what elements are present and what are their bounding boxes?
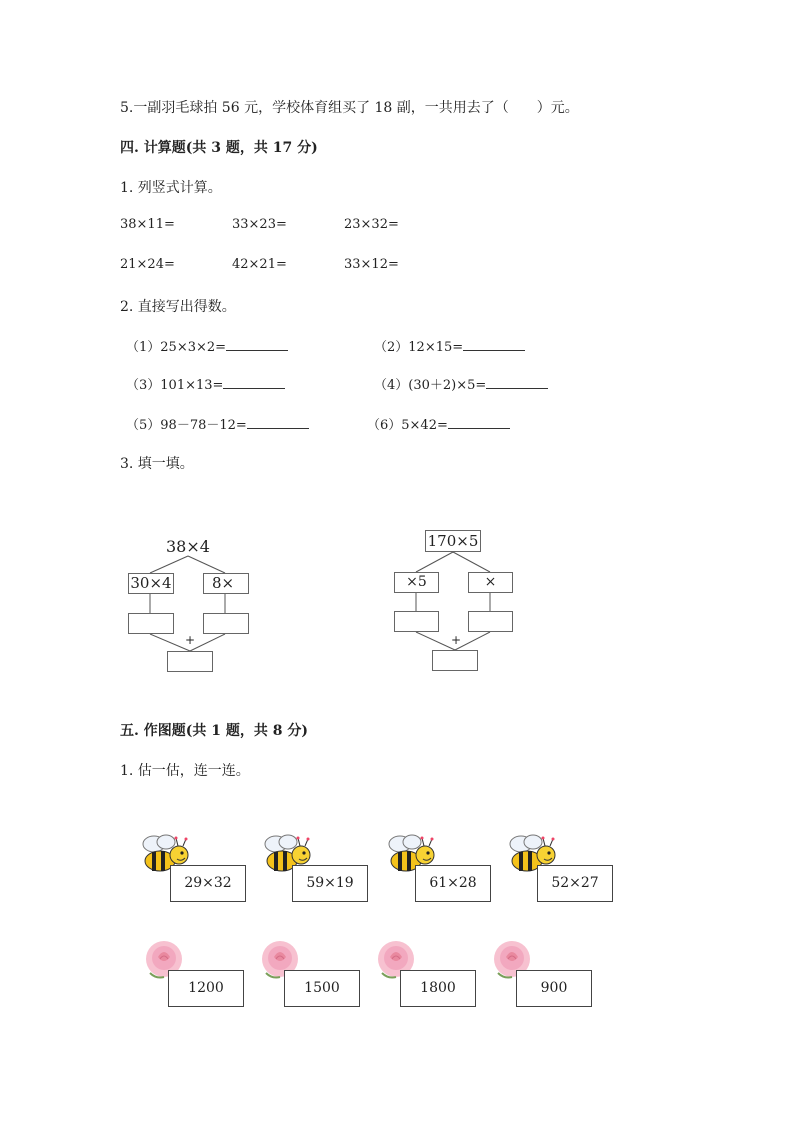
diagram-1-answer-box-left[interactable] xyxy=(128,613,174,634)
mental-item-label: （2）12×15= xyxy=(374,340,464,355)
calc-item: 38×11= xyxy=(120,217,175,232)
section-5-title: 五. 作图题(共 1 题，共 8 分) xyxy=(120,723,308,739)
mental-item-label: （6）5×42= xyxy=(367,418,448,433)
section-4-title: 四. 计算题(共 3 题，共 17 分) xyxy=(120,140,318,156)
mental-item-label: （4）(30＋2)×5= xyxy=(374,378,487,393)
diagram-2-right-box: × xyxy=(468,572,513,593)
diagram-1-right-box: 8× xyxy=(203,573,249,594)
rose-value: 1500 xyxy=(284,970,360,1007)
diagram-2-answer-box-sum[interactable] xyxy=(432,650,478,671)
diagram-2-answer-box-left[interactable] xyxy=(394,611,439,632)
q3-title: 3. 填一填。 xyxy=(120,456,194,472)
calc-item: 21×24= xyxy=(120,257,175,272)
q5-1-title: 1. 估一估，连一连。 xyxy=(120,763,250,779)
bee-expression: 52×27 xyxy=(537,865,613,902)
diagram-2-left-box: ×5 xyxy=(394,572,439,593)
diagram-2-answer-box-right[interactable] xyxy=(468,611,513,632)
mental-item-label: （3）101×13= xyxy=(126,378,224,393)
rose-value: 900 xyxy=(516,970,592,1007)
calc-item: 23×32= xyxy=(344,217,399,232)
diagram-1-plus: + xyxy=(185,633,196,647)
diagram-1-top: 38×4 xyxy=(166,537,210,556)
bee-expression: 29×32 xyxy=(170,865,246,902)
diagram-1-answer-box-right[interactable] xyxy=(203,613,249,634)
diagram-1-answer-box-sum[interactable] xyxy=(167,651,213,672)
rose-value: 1200 xyxy=(168,970,244,1007)
diagram-1-left-box: 30×4 xyxy=(128,573,174,594)
question-5: 5.一副羽毛球拍 56 元，学校体育组买了 18 副，一共用去了（ ）元。 xyxy=(120,100,579,116)
diagram-2-top-box: 170×5 xyxy=(425,530,481,552)
calc-item: 33×23= xyxy=(232,217,287,232)
bee-expression: 61×28 xyxy=(415,865,491,902)
mental-item-label: （1）25×3×2= xyxy=(126,340,227,355)
diagram-2-plus: + xyxy=(451,633,462,647)
calc-item: 33×12= xyxy=(344,257,399,272)
q2-title: 2. 直接写出得数。 xyxy=(120,299,236,315)
calc-item: 42×21= xyxy=(232,257,287,272)
bee-expression: 59×19 xyxy=(292,865,368,902)
rose-value: 1800 xyxy=(400,970,476,1007)
q1-title: 1. 列竖式计算。 xyxy=(120,180,222,196)
mental-item-label: （5）98－78－12= xyxy=(126,418,247,433)
